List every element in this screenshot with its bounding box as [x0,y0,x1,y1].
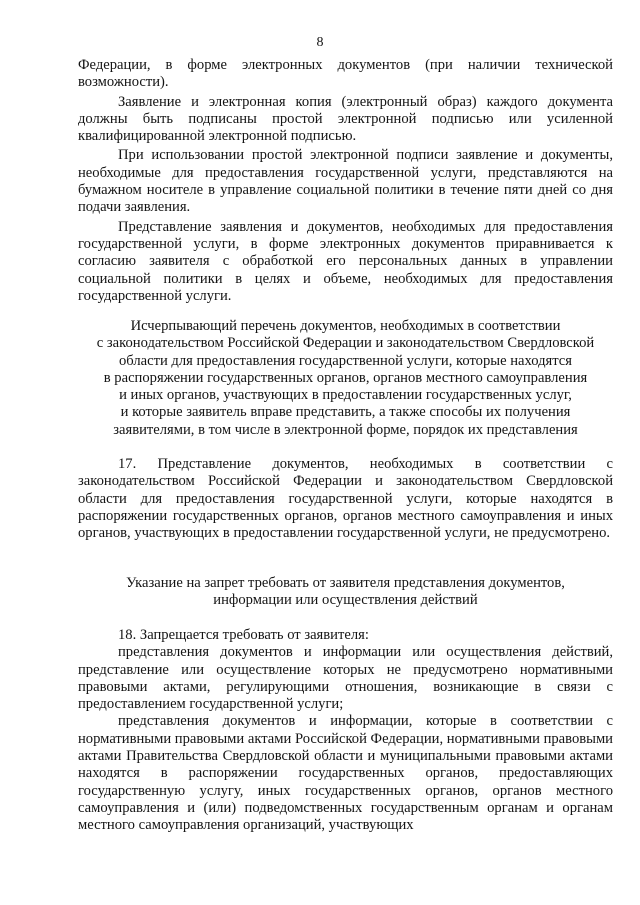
heading-line: в распоряжении государственных органов, органов местного самоуправления [103,369,588,386]
page-number: 8 [316,35,324,50]
paragraph-18-item-2: представления документов и информации, которые в соответствии с нормативными правовыми актами Российской Федерации, нормативными правовыми актами Правительства Свердловской области и муниципальными правовыми актами находятся в распоряжении государственных органов, предоставляющих государственную услугу, иных государственных органов, органов местного самоуправления и (или) подведомственных государственным органам и органам местного самоуправления организаций, участвующих [78,713,613,834]
section-heading-prohibition [78,575,613,610]
heading-line: Исчерпывающий перечень документов, необходимых в соответствии [130,318,561,334]
paragraph-18-intro: 18. Запрещается требовать от заявителя: [118,627,369,643]
heading-line: информации или осуществления действий [213,592,478,609]
paragraph-consent: Представление заявления и документов, необходимых для предоставления государственной услуги, в форме электронных документов приравнивается к согласию заявителя с обработкой его персональных данных в управлении социальной политики в целях и объеме, необходимых для предоставления государственной услуги. [78,218,613,304]
heading-line: и которые заявитель вправе представить, а также способы их получения [120,404,571,421]
section-17 [78,456,613,542]
heading-line: области для предоставления государственной услуги, которые находятся [119,352,572,369]
paragraph-continuation: Федерации, в форме электронных документов (при наличии технической возможности). [78,57,613,91]
paragraph-17: 17. Представление документов, необходимых в соответствии с законодательством Российской Федерации и законодательством Свердловской области для предоставления государственной услуги, которые находятся в распоряжении государственных органов, органов местного самоуправления и иных органов, участвующих в предоставлении государственной услуги, не предусмотрено. [78,456,613,542]
top-section [78,57,613,305]
paragraph-signature: Заявление и электронная копия (электронный образ) каждого документа должны быть подписаны простой электронной подписью или усиленной квалифицированной электронной подписью. [78,93,613,145]
heading-line: с законодательством Российской Федерации и законодательством Свердловской [96,335,595,352]
heading-line: и иных органов, участвующих в предоставлении государственных услуг, [119,387,572,404]
paragraph-18-item-1: представления документов и информации или осуществления действий, представление или осуществление которых не предусмотрено нормативными правовыми актами, регулирующими отношения, возникающие в связи с предоставлением государственной услуги; [78,644,613,713]
section-18 [78,627,613,835]
paragraph-simple-signature: При использовании простой электронной подписи заявление и документы, необходимые для предоставления государственной услуги, представляются на бумажном носителе в управление социальной политики в течение пяти дней со дня подачи заявления. [78,147,613,216]
heading-line: заявителями, в том числе в электронной форме, порядок их представления [113,421,578,438]
section-heading-documents [78,318,613,439]
heading-line: Указание на запрет требовать от заявителя представления документов, [126,575,565,591]
